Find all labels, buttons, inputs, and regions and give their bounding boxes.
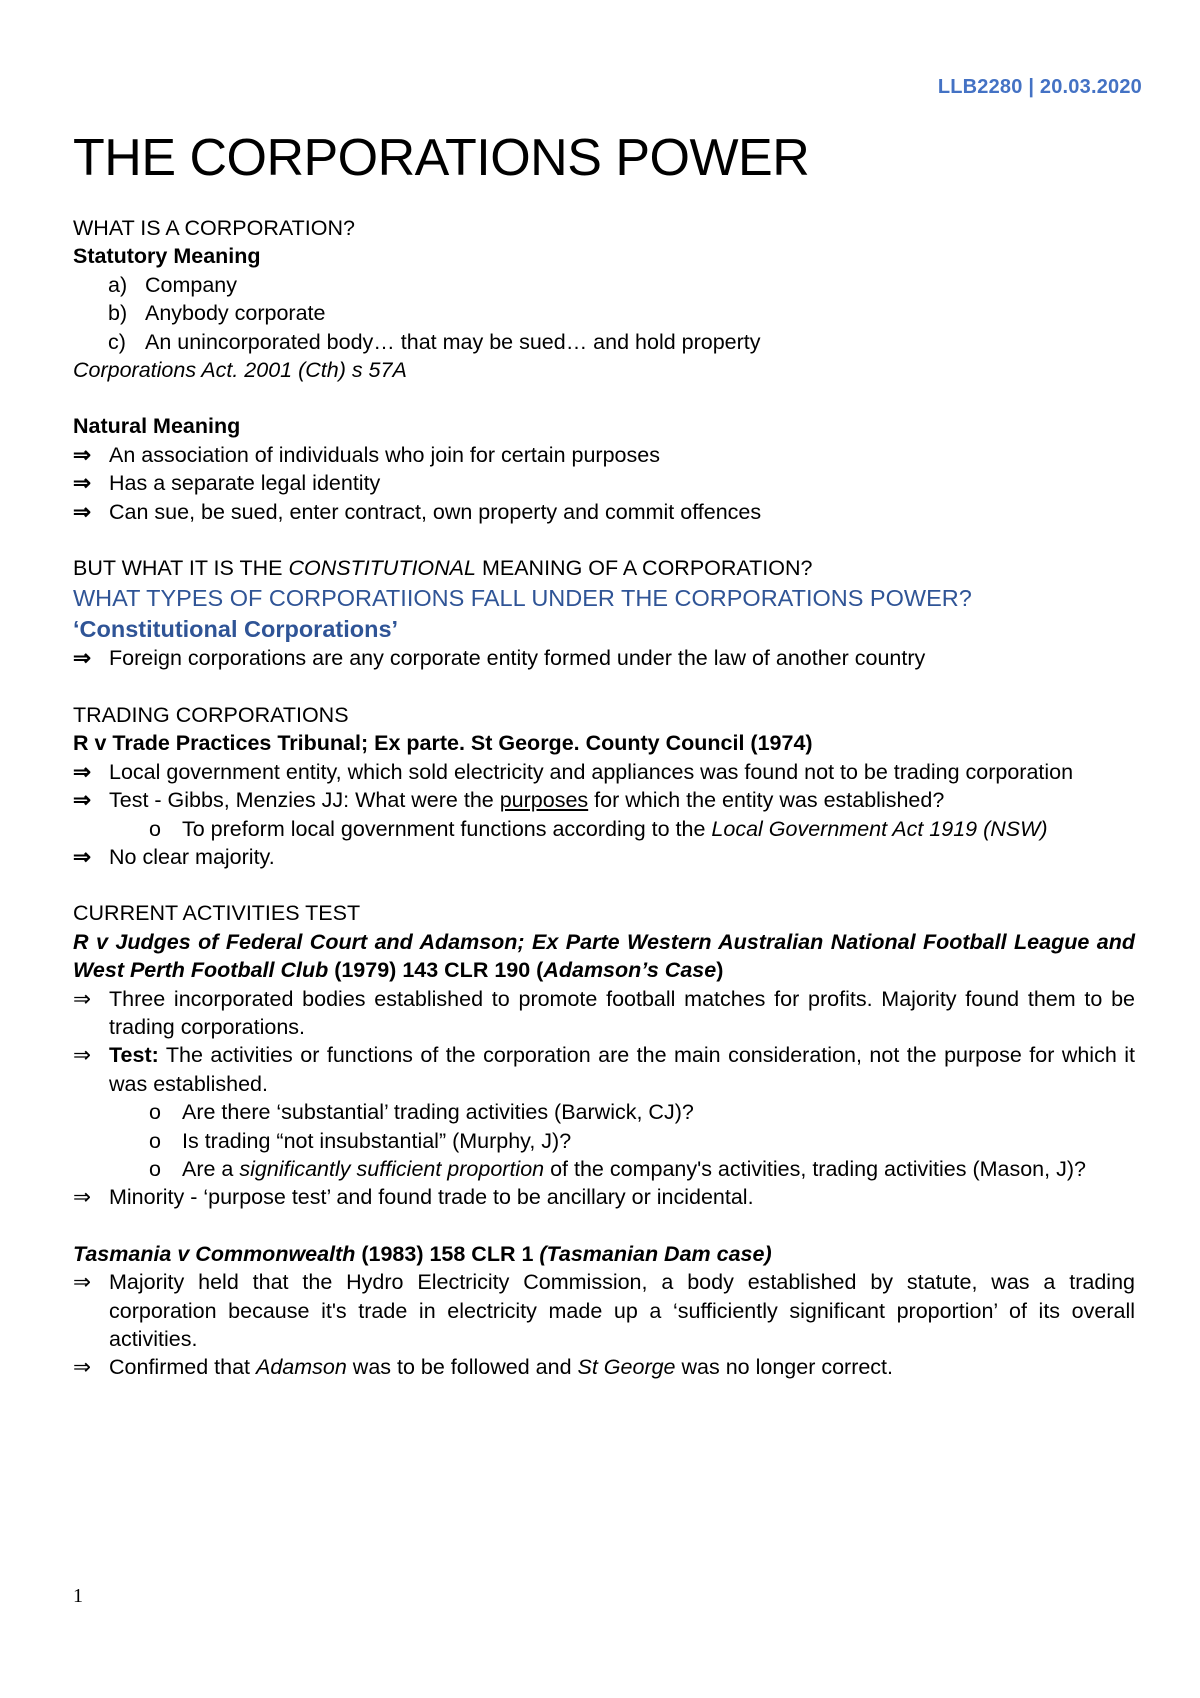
trading-corporations-heading: TRADING CORPORATIONS bbox=[73, 702, 349, 727]
natural-meaning-title: Natural Meaning bbox=[73, 414, 241, 439]
bullet-item bbox=[73, 1353, 1135, 1381]
text: The activities or functions of the corporation are the main consideration, not the purpose for which it was established. bbox=[109, 1043, 1135, 1096]
bullet-text: Foreign corporations are any corporate entity formed under the law of another country bbox=[109, 646, 926, 671]
bullet-item bbox=[73, 1041, 1135, 1098]
bullet-item bbox=[73, 786, 1135, 814]
text-em: Local Government Act 1919 (NSW) bbox=[711, 816, 1048, 841]
text: Is trading “not insubstantial” (Murphy, J)? bbox=[182, 1128, 572, 1153]
list-marker: a) bbox=[108, 272, 128, 297]
list-item-text: An unincorporated body… that may be sued… and hold property bbox=[145, 329, 761, 354]
statutory-citation: Corporations Act. 2001 (Cth) s 57A bbox=[73, 358, 407, 383]
sub-bullet-item bbox=[73, 1155, 1135, 1183]
bullet-item bbox=[73, 498, 1135, 526]
text: Confirmed that bbox=[109, 1355, 256, 1380]
list-marker: b) bbox=[108, 301, 128, 326]
arrow-icon: ⇒ bbox=[73, 788, 92, 813]
text: Test - Gibbs, Menzies JJ: What were the bbox=[109, 788, 500, 813]
list-item-text: Company bbox=[145, 272, 238, 297]
arrow-icon: ⇒ bbox=[73, 986, 92, 1011]
sub-bullet-item bbox=[73, 1098, 1135, 1126]
text: BUT WHAT IT IS THE bbox=[73, 556, 289, 581]
text-em: CONSTITUTIONAL bbox=[288, 556, 476, 581]
bullet-item bbox=[73, 758, 1135, 786]
text: ) bbox=[716, 958, 724, 983]
circle-bullet-icon: o bbox=[149, 1128, 161, 1153]
circle-bullet-icon: o bbox=[149, 1100, 161, 1125]
list-item bbox=[73, 299, 1135, 327]
bullet-text: No clear majority. bbox=[109, 844, 275, 869]
bullet-item bbox=[73, 985, 1135, 1042]
text: MEANING OF A CORPORATION? bbox=[475, 556, 813, 581]
arrow-icon: ⇒ bbox=[73, 1355, 92, 1380]
constitutional-question bbox=[73, 554, 1135, 582]
case-citation: (1979) 143 CLR 190 ( bbox=[328, 958, 544, 983]
arrow-icon: ⇒ bbox=[73, 499, 92, 524]
circle-bullet-icon: o bbox=[149, 816, 161, 841]
case-short-name: Adamson’s Case bbox=[543, 958, 717, 983]
arrow-icon: ⇒ bbox=[73, 759, 92, 784]
bullet-item bbox=[73, 441, 1135, 469]
sub-bullet-item bbox=[73, 1127, 1135, 1155]
arrow-icon: ⇒ bbox=[73, 471, 92, 496]
arrow-icon: ⇒ bbox=[73, 1270, 92, 1295]
text-bold: Test: bbox=[109, 1043, 159, 1068]
sub-bullet-item bbox=[73, 815, 1135, 843]
bullet-text: Minority - ‘purpose test’ and found trade to be ancillary or incidental. bbox=[109, 1185, 754, 1210]
case-name: Tasmania v Commonwealth bbox=[73, 1241, 356, 1266]
blue-heading: WHAT TYPES OF CORPORATIIONS FALL UNDER THE CORPORATIONS POWER? bbox=[73, 585, 972, 612]
case-short-name: (Tasmanian Dam case) bbox=[539, 1241, 772, 1266]
case-title: R v Trade Practices Tribunal; Ex parte. St George. County Council (1974) bbox=[73, 731, 813, 756]
case-name: R v Judges of Federal Court and Adamson; Ex Parte Western Australian National Football League and West Perth Football Club bbox=[73, 929, 1135, 983]
case-title bbox=[73, 1240, 1135, 1268]
arrow-icon: ⇒ bbox=[73, 1185, 92, 1210]
list-marker: c) bbox=[108, 329, 126, 354]
bullet-item bbox=[73, 1183, 1135, 1211]
text: was no longer correct. bbox=[675, 1355, 894, 1380]
text: To preform local government functions according to the bbox=[182, 816, 712, 841]
section-heading-what-is: WHAT IS A CORPORATION? bbox=[73, 216, 355, 240]
page-number: 1 bbox=[73, 1585, 83, 1607]
arrow-icon: ⇒ bbox=[73, 1043, 92, 1068]
bullet-item bbox=[73, 1268, 1135, 1353]
bullet-text: Majority held that the Hydro Electricity Commission, a body established by statute, was a trading corporation because it's trade in electricity made up a ‘sufficiently significant proportion’ of its overall activities. bbox=[109, 1270, 1135, 1351]
text: for which the entity was established? bbox=[588, 788, 945, 813]
text: Are a bbox=[182, 1156, 240, 1181]
content bbox=[73, 128, 1135, 1382]
statutory-list bbox=[73, 271, 1135, 356]
list-item bbox=[73, 328, 1135, 356]
arrow-icon: ⇒ bbox=[73, 442, 92, 467]
header-course-date: LLB2280 | 20.03.2020 bbox=[937, 76, 1142, 98]
blue-subheading: ‘Constitutional Corporations’ bbox=[73, 616, 399, 643]
bullet-text: Local government entity, which sold electricity and appliances was found not to be trading corporation bbox=[109, 759, 1074, 784]
text-underline: purposes bbox=[499, 788, 589, 813]
circle-bullet-icon: o bbox=[149, 1156, 161, 1181]
list-item-text: Anybody corporate bbox=[145, 301, 326, 326]
page-title: THE CORPORATIONS POWER bbox=[73, 129, 810, 187]
bullet-text: An association of individuals who join for certain purposes bbox=[109, 442, 660, 467]
text-em: Adamson bbox=[255, 1355, 347, 1380]
bullet-item bbox=[73, 644, 1135, 672]
text: Are there ‘substantial’ trading activities (Barwick, CJ)? bbox=[182, 1100, 694, 1125]
text-em: St George bbox=[577, 1355, 676, 1380]
case-citation: (1983) 158 CLR 1 bbox=[355, 1241, 540, 1266]
list-item bbox=[73, 271, 1135, 299]
statutory-meaning-title: Statutory Meaning bbox=[73, 244, 261, 269]
bullet-item bbox=[73, 843, 1135, 871]
bullet-text: Three incorporated bodies established to promote football matches for profits. Majority found them to be trading corporations. bbox=[109, 986, 1135, 1039]
case-title bbox=[73, 928, 1135, 985]
bullet-text: Has a separate legal identity bbox=[109, 471, 381, 496]
text: of the company's activities, trading activities (Mason, J)? bbox=[544, 1156, 1086, 1181]
text: was to be followed and bbox=[346, 1355, 578, 1380]
text-em: significantly sufficient proportion bbox=[239, 1156, 545, 1181]
bullet-item bbox=[73, 469, 1135, 497]
arrow-icon: ⇒ bbox=[73, 646, 92, 671]
arrow-icon: ⇒ bbox=[73, 844, 92, 869]
bullet-text: Can sue, be sued, enter contract, own property and commit offences bbox=[109, 499, 762, 524]
current-activities-heading: CURRENT ACTIVITIES TEST bbox=[73, 901, 361, 926]
